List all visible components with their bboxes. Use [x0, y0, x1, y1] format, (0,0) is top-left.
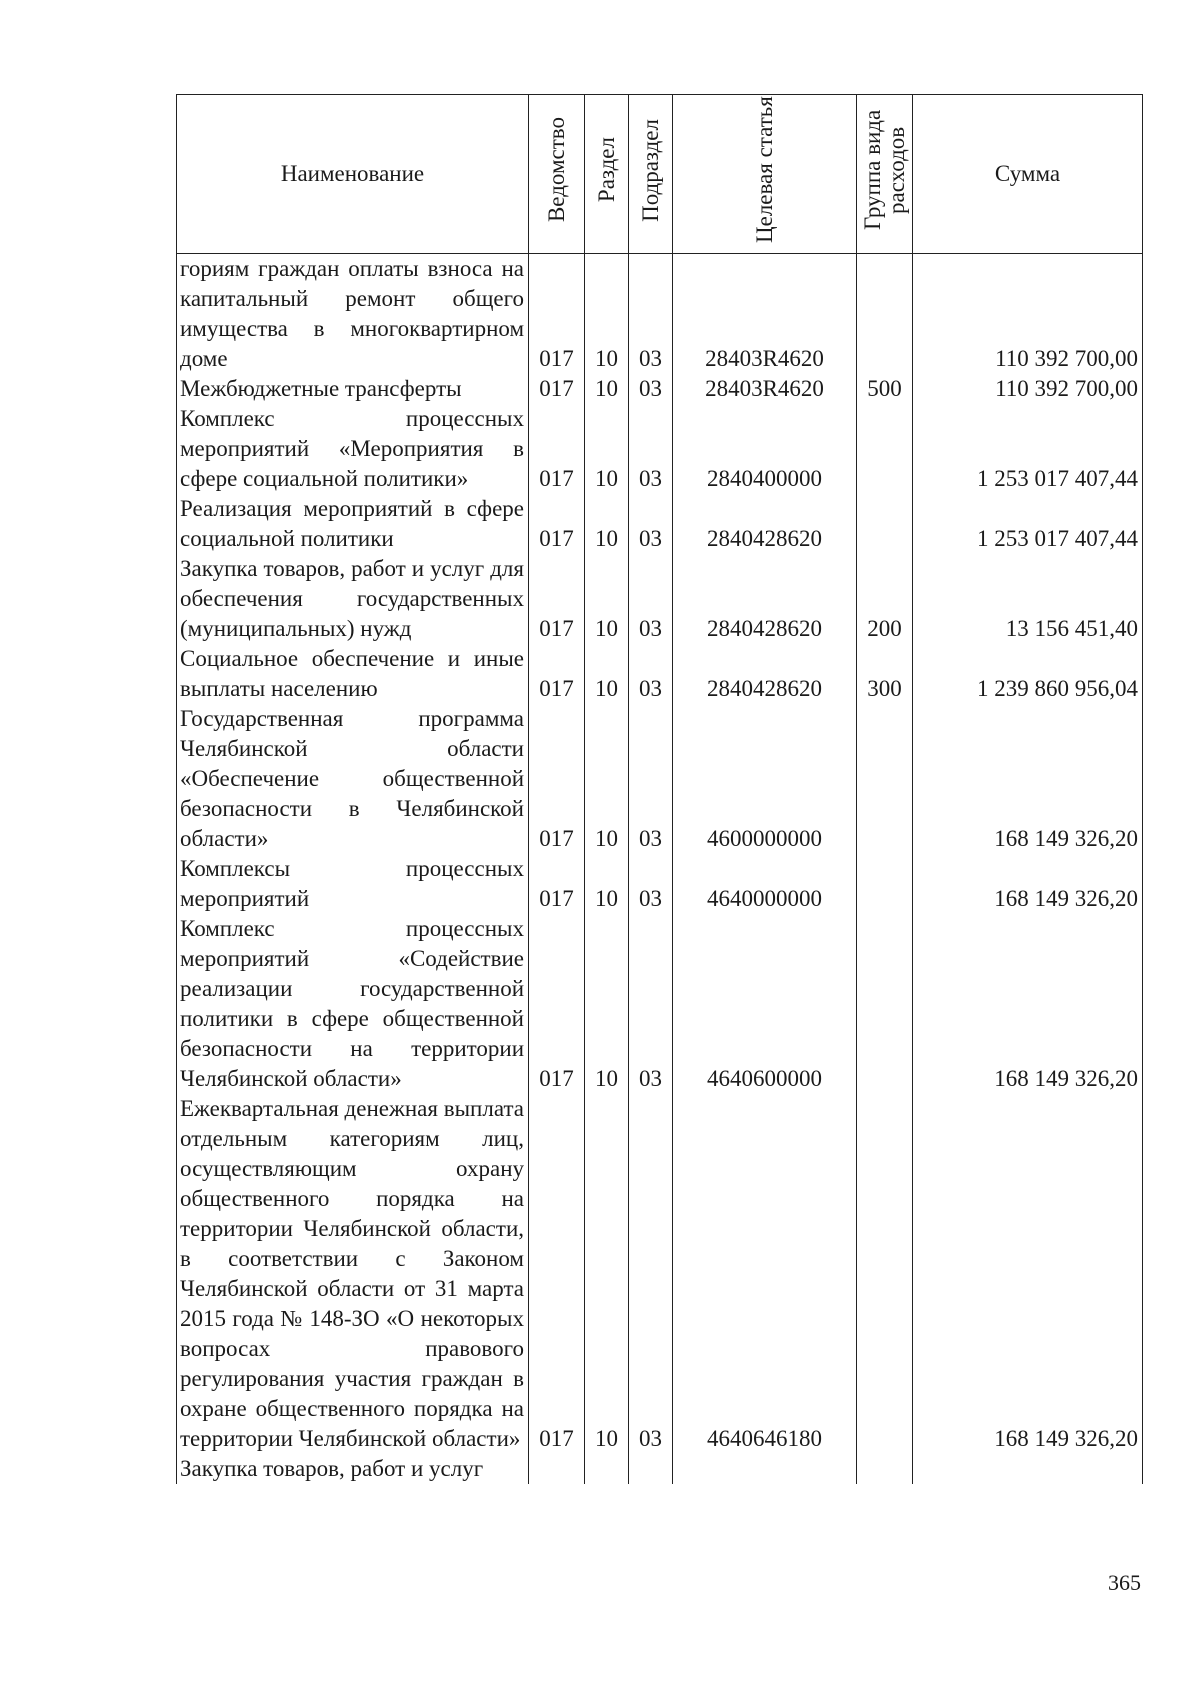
header-amount: Сумма	[913, 95, 1143, 254]
header-name: Наименование	[177, 95, 529, 254]
row-name-cell: Государственная программа Челябинской области «Обеспечение общественной безопасности в Челябинской области»	[177, 704, 529, 854]
table-row	[177, 554, 1143, 644]
row-amount-cell: 1 253 017 407,44	[913, 404, 1143, 494]
row-expense-group-cell: 300	[857, 644, 913, 704]
table-row	[177, 494, 1143, 554]
row-subsection-cell: 03	[629, 644, 673, 704]
page-number: 365	[1108, 1570, 1141, 1595]
row-section-cell: 10	[585, 1094, 629, 1454]
row-department-cell: 017	[529, 404, 585, 494]
row-amount-cell: 13 156 451,40	[913, 554, 1143, 644]
row-section-cell: 10	[585, 374, 629, 404]
row-expense-group-cell	[857, 1094, 913, 1454]
row-subsection-cell: 03	[629, 554, 673, 644]
table-row	[177, 704, 1143, 854]
row-amount-cell: 168 149 326,20	[913, 914, 1143, 1094]
row-name-cell: Комплексы процессных мероприятий	[177, 854, 529, 914]
row-section-cell	[585, 1454, 629, 1484]
table-row	[177, 854, 1143, 914]
row-department-cell: 017	[529, 554, 585, 644]
row-expense-group-cell	[857, 854, 913, 914]
table-row	[177, 1094, 1143, 1454]
row-target-article-cell: 4640646180	[673, 1094, 857, 1454]
header-section: Раздел	[585, 95, 629, 254]
table-row	[177, 254, 1143, 375]
row-section-cell: 10	[585, 404, 629, 494]
row-name-cell: Реализация мероприятий в сфере социальной политики	[177, 494, 529, 554]
table-row	[177, 914, 1143, 1094]
row-amount-cell: 110 392 700,00	[913, 254, 1143, 375]
row-expense-group-cell	[857, 494, 913, 554]
row-name-cell: Комплекс процессных мероприятий «Содействие реализации государственной политики в сфере общественной безопасности на территории Челябинской области»	[177, 914, 529, 1094]
row-subsection-cell: 03	[629, 374, 673, 404]
row-subsection-cell	[629, 1454, 673, 1484]
table-row	[177, 374, 1143, 404]
table-body	[177, 254, 1143, 1485]
row-target-article-cell: 2840428620	[673, 554, 857, 644]
row-name-cell: Социальное обеспечение и иные выплаты населению	[177, 644, 529, 704]
row-target-article-cell	[673, 1454, 857, 1484]
row-section-cell: 10	[585, 254, 629, 375]
header-subsection: Подраздел	[629, 95, 673, 254]
row-subsection-cell: 03	[629, 1094, 673, 1454]
row-amount-cell: 1 253 017 407,44	[913, 494, 1143, 554]
row-section-cell: 10	[585, 704, 629, 854]
row-target-article-cell: 28403R4620	[673, 254, 857, 375]
row-name-cell: Комплекс процессных мероприятий «Мероприятия в сфере социальной политики»	[177, 404, 529, 494]
table-row	[177, 1454, 1143, 1484]
table-header-row	[177, 95, 1143, 254]
row-target-article-cell: 4640600000	[673, 914, 857, 1094]
row-amount-cell: 110 392 700,00	[913, 374, 1143, 404]
row-amount-cell: 168 149 326,20	[913, 1094, 1143, 1454]
row-department-cell: 017	[529, 254, 585, 375]
row-expense-group-cell	[857, 704, 913, 854]
row-target-article-cell: 28403R4620	[673, 374, 857, 404]
row-subsection-cell: 03	[629, 704, 673, 854]
row-expense-group-cell	[857, 914, 913, 1094]
row-name-cell: гориям граждан оплаты взноса на капитальный ремонт общего имущества в многоквартирном доме	[177, 254, 529, 375]
row-department-cell: 017	[529, 854, 585, 914]
row-target-article-cell: 2840400000	[673, 404, 857, 494]
row-amount-cell	[913, 1454, 1143, 1484]
row-target-article-cell: 4640000000	[673, 854, 857, 914]
row-section-cell: 10	[585, 644, 629, 704]
row-name-cell: Межбюджетные трансферты	[177, 374, 529, 404]
row-amount-cell: 168 149 326,20	[913, 704, 1143, 854]
row-department-cell: 017	[529, 704, 585, 854]
row-name-cell: Закупка товаров, работ и услуг	[177, 1454, 529, 1484]
row-department-cell: 017	[529, 1094, 585, 1454]
row-department-cell	[529, 1454, 585, 1484]
row-target-article-cell: 2840428620	[673, 644, 857, 704]
row-expense-group-cell: 500	[857, 374, 913, 404]
row-subsection-cell: 03	[629, 254, 673, 375]
row-name-cell: Закупка товаров, работ и услуг для обеспечения государственных (муниципальных) нужд	[177, 554, 529, 644]
row-department-cell: 017	[529, 914, 585, 1094]
row-subsection-cell: 03	[629, 914, 673, 1094]
row-expense-group-cell	[857, 404, 913, 494]
row-section-cell: 10	[585, 554, 629, 644]
row-amount-cell: 1 239 860 956,04	[913, 644, 1143, 704]
row-subsection-cell: 03	[629, 404, 673, 494]
row-target-article-cell: 2840428620	[673, 494, 857, 554]
budget-table	[176, 94, 1143, 1484]
header-expense-group: Группа вида расходов	[857, 95, 913, 254]
row-expense-group-cell: 200	[857, 554, 913, 644]
table-row	[177, 404, 1143, 494]
row-department-cell: 017	[529, 374, 585, 404]
table-row	[177, 644, 1143, 704]
row-department-cell: 017	[529, 494, 585, 554]
row-expense-group-cell	[857, 1454, 913, 1484]
row-name-cell: Ежеквартальная денежная выплата отдельным категориям лиц, осуществляющим охрану общественного порядка на территории Челябинской области, в соответствии с Законом Челябинской области от 31 марта 2015 года № 148-ЗО «О некоторых вопросах правового регулирования участия граждан в охране общественного порядка на территории Челябинской области»	[177, 1094, 529, 1454]
row-subsection-cell: 03	[629, 494, 673, 554]
row-expense-group-cell	[857, 254, 913, 375]
row-section-cell: 10	[585, 854, 629, 914]
row-amount-cell: 168 149 326,20	[913, 854, 1143, 914]
row-section-cell: 10	[585, 494, 629, 554]
row-section-cell: 10	[585, 914, 629, 1094]
row-subsection-cell: 03	[629, 854, 673, 914]
row-department-cell: 017	[529, 644, 585, 704]
row-target-article-cell: 4600000000	[673, 704, 857, 854]
header-target-article: Целевая статья	[673, 95, 857, 254]
header-department: Ведомство	[529, 95, 585, 254]
